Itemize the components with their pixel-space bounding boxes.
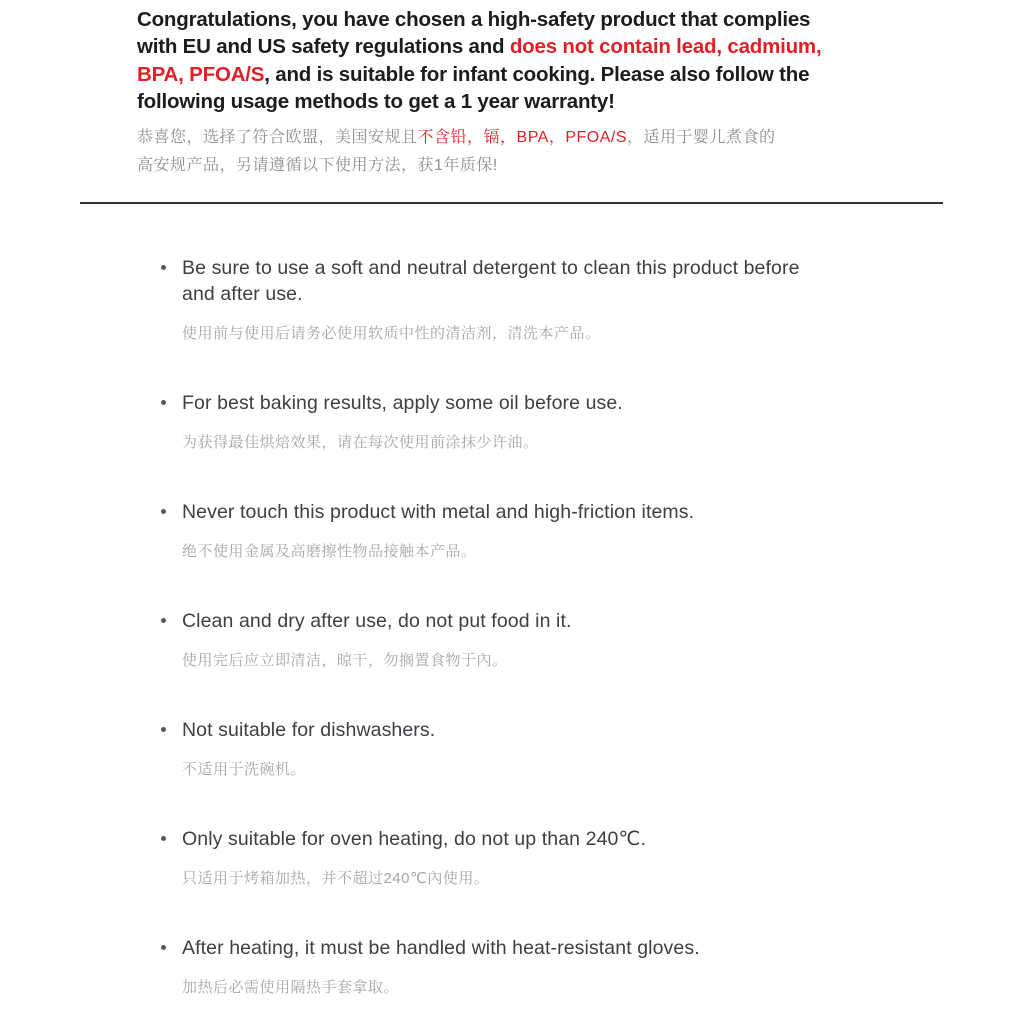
section-divider bbox=[80, 202, 943, 204]
instruction-item bbox=[161, 390, 827, 453]
subtitle-line-2 bbox=[137, 152, 776, 180]
instruction-item bbox=[161, 255, 827, 344]
header-line-4 bbox=[137, 88, 821, 115]
instruction-text-zh: 只适用于烤箱加热，并不超过240℃內使用。 bbox=[182, 870, 490, 887]
instruction-item bbox=[161, 499, 827, 562]
subtitle-text: ，适用于婴儿煮食的 bbox=[627, 129, 776, 146]
instruction-text-zh: 为获得最佳烘焙效果，请在每次使用前涂抹少许油。 bbox=[182, 434, 539, 451]
instruction-text bbox=[182, 390, 623, 453]
instruction-text-zh: 使用前与使用后请务必使用软质中性的清洁剂，清洗本产品。 bbox=[182, 325, 601, 342]
instruction-text bbox=[182, 255, 827, 344]
header-paragraph bbox=[137, 6, 821, 116]
bullet-dot bbox=[161, 945, 166, 950]
instruction-item bbox=[161, 935, 827, 998]
bullet-dot bbox=[161, 265, 166, 270]
header-line-1 bbox=[137, 6, 821, 33]
subtitle-text: 恭喜您，选择了符合欧盟，美国安规且 bbox=[137, 129, 418, 146]
instruction-text-en: Only suitable for oven heating, do not up than 240℃. bbox=[182, 828, 646, 850]
instruction-text-en: For best baking results, apply some oil before use. bbox=[182, 392, 623, 414]
red-highlight-text: does not contain lead, cadmium, bbox=[509, 35, 822, 59]
instruction-text bbox=[182, 717, 435, 780]
instruction-text bbox=[182, 608, 572, 671]
header-line-3 bbox=[137, 61, 821, 88]
instruction-text-zh: 使用完后应立即清洁，晾干，勿搁置食物于內。 bbox=[182, 652, 508, 669]
header-text: , and is suitable for infant cooking. Please also follow the bbox=[264, 62, 810, 86]
instruction-item bbox=[161, 717, 827, 780]
header-subtitle-zh bbox=[137, 124, 776, 179]
instruction-item bbox=[161, 608, 827, 671]
red-highlight-text: BPA, PFOA/S bbox=[137, 62, 265, 86]
subtitle-text: 高安规产品，另请遵循以下使用方法，获1年质保! bbox=[137, 156, 498, 174]
instruction-text bbox=[182, 826, 646, 889]
instruction-text-zh: 不适用于洗碗机。 bbox=[182, 761, 307, 778]
bullet-dot bbox=[161, 509, 166, 514]
instruction-text-en: Be sure to use a soft and neutral detergent to clean this product before and after use. bbox=[182, 257, 800, 305]
header-text: with EU and US safety regulations and bbox=[137, 35, 510, 59]
header-text: following usage methods to get a 1 year warranty! bbox=[137, 90, 615, 114]
instruction-item bbox=[161, 826, 827, 889]
header-text: Congratulations, you have chosen a high-safety product that complies bbox=[137, 8, 811, 31]
instruction-text-en: Never touch this product with metal and high-friction items. bbox=[182, 501, 695, 523]
instruction-text-zh: 加热后必需使用隔热手套拿取。 bbox=[182, 979, 400, 996]
instruction-text bbox=[182, 499, 694, 562]
red-highlight-text: 不含铅，镉，BPA，PFOA/S bbox=[417, 129, 628, 146]
instruction-list bbox=[161, 255, 827, 1024]
instruction-text-en: After heating, it must be handled with heat-resistant gloves. bbox=[182, 937, 700, 959]
instruction-text-zh: 绝不使用金属及高磨擦性物品接触本产品。 bbox=[182, 543, 477, 560]
instruction-text-en: Clean and dry after use, do not put food in it. bbox=[182, 610, 572, 632]
header-line-2 bbox=[137, 33, 821, 60]
bullet-dot bbox=[161, 836, 166, 841]
bullet-dot bbox=[161, 618, 166, 623]
instruction-text-en: Not suitable for dishwashers. bbox=[182, 719, 436, 741]
instruction-text bbox=[182, 935, 700, 998]
bullet-dot bbox=[161, 400, 166, 405]
subtitle-line-1 bbox=[137, 124, 776, 152]
bullet-dot bbox=[161, 727, 166, 732]
